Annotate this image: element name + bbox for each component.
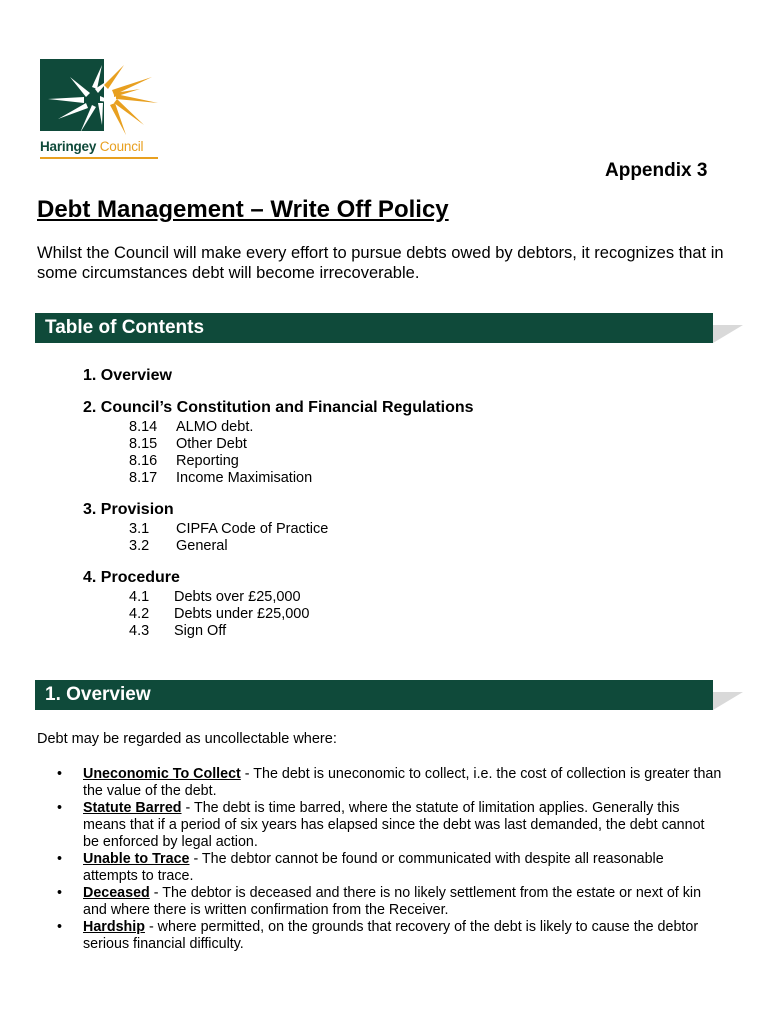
- bullet-icon: •: [57, 800, 63, 816]
- toc-item[interactable]: [129, 589, 703, 606]
- toc-item-label: Other Debt: [176, 436, 247, 452]
- logo-name-main: Haringey: [40, 139, 97, 154]
- overview-heading-band: [35, 680, 713, 710]
- bullet-icon: •: [57, 766, 63, 782]
- band-tail-shape: [713, 680, 743, 710]
- toc-item-label: General: [176, 538, 228, 554]
- document-title: Debt Management – Write Off Policy: [37, 196, 449, 223]
- toc-item-number: 3.2: [129, 538, 150, 554]
- haringey-council-logo: [40, 59, 160, 159]
- criterion-text: - The debt is uneconomic to collect, i.e. the cost of collection is greater than the value of the debt.: [83, 766, 722, 799]
- list-item: [57, 766, 722, 800]
- toc-section-title[interactable]: 2. Council’s Constitution and Financial Regulations: [83, 399, 474, 416]
- criterion-text: - where permitted, on the grounds that recovery of the debt is likely to cause the debtor serious financial difficulty.: [83, 919, 699, 952]
- appendix-label: Appendix 3: [605, 160, 708, 181]
- logo-wordmark: [40, 139, 143, 154]
- bullet-icon: •: [57, 885, 63, 901]
- toc-item[interactable]: [129, 453, 703, 470]
- criterion-term: Uneconomic To Collect: [83, 766, 241, 782]
- list-item: [57, 885, 722, 919]
- toc-item-label: ALMO debt.: [176, 419, 254, 435]
- toc-item-label: Debts under £25,000: [174, 606, 310, 622]
- criterion-text: - The debtor is deceased and there is no likely settlement from the estate or next of kin and where there is written confirmation from the Receiver.: [83, 885, 702, 918]
- toc-heading: Table of Contents: [45, 317, 205, 338]
- overview-lead: Debt may be regarded as uncollectable where:: [37, 731, 337, 747]
- toc-item[interactable]: [129, 606, 703, 623]
- toc-section: [83, 500, 703, 555]
- toc-item[interactable]: [129, 623, 703, 640]
- toc-item[interactable]: [129, 419, 703, 436]
- toc-section: [83, 366, 703, 385]
- star-burst-icon: [40, 59, 160, 139]
- toc-section: [83, 568, 703, 640]
- bullet-icon: •: [57, 851, 63, 867]
- list-item: [57, 800, 722, 851]
- toc-item[interactable]: [129, 521, 703, 538]
- toc-item-number: 4.2: [129, 606, 150, 622]
- list-item: [57, 851, 722, 885]
- toc-item-label: Debts over £25,000: [174, 589, 301, 605]
- uncollectable-criteria-list: [57, 766, 722, 953]
- criterion-term: Unable to Trace: [83, 851, 190, 867]
- list-item: [57, 919, 722, 953]
- toc-item-label: CIPFA Code of Practice: [176, 521, 329, 537]
- toc-item-label: Income Maximisation: [176, 470, 313, 486]
- toc-section: [83, 398, 703, 487]
- toc-item[interactable]: [129, 470, 703, 487]
- toc-section-title[interactable]: 4. Procedure: [83, 569, 180, 586]
- criterion-term: Deceased: [83, 885, 150, 901]
- intro-paragraph: Whilst the Council will make every effort to pursue debts owed by debtors, it recognizes that in some circumstances debt will become irrecoverable.: [37, 244, 724, 282]
- criterion-text: - The debt is time barred, where the statute of limitation applies. Generally this means that if a period of six years has elapsed since the debt was last demanded, the debt cannot be enforced by legal action.: [83, 800, 705, 850]
- toc-item[interactable]: [129, 436, 703, 453]
- toc-item-label: Reporting: [176, 453, 239, 469]
- logo-name-sub: Council: [99, 139, 144, 154]
- bullet-icon: •: [57, 919, 63, 935]
- toc-section-title[interactable]: 1. Overview: [83, 367, 172, 384]
- toc-item-number: 8.16: [129, 453, 158, 469]
- criterion-term: Statute Barred: [83, 800, 182, 816]
- criterion-term: Hardship: [83, 919, 145, 935]
- toc-item-number: 3.1: [129, 521, 150, 537]
- toc-item-number: 4.3: [129, 623, 150, 639]
- toc-item-number: 8.17: [129, 470, 158, 486]
- toc-section-title[interactable]: 3. Provision: [83, 501, 174, 518]
- toc-heading-band: [35, 313, 713, 343]
- band-tail-shape: [713, 313, 743, 343]
- toc-item-number: 8.14: [129, 419, 158, 435]
- table-of-contents: [83, 366, 703, 653]
- logo-underline: [40, 157, 158, 159]
- toc-item[interactable]: [129, 538, 703, 555]
- criterion-text: - The debtor cannot be found or communicated with despite all reasonable attempts to trace.: [83, 851, 664, 884]
- overview-heading: 1. Overview: [45, 684, 151, 705]
- toc-item-label: Sign Off: [174, 623, 227, 639]
- toc-item-number: 8.15: [129, 436, 158, 452]
- toc-item-number: 4.1: [129, 589, 150, 605]
